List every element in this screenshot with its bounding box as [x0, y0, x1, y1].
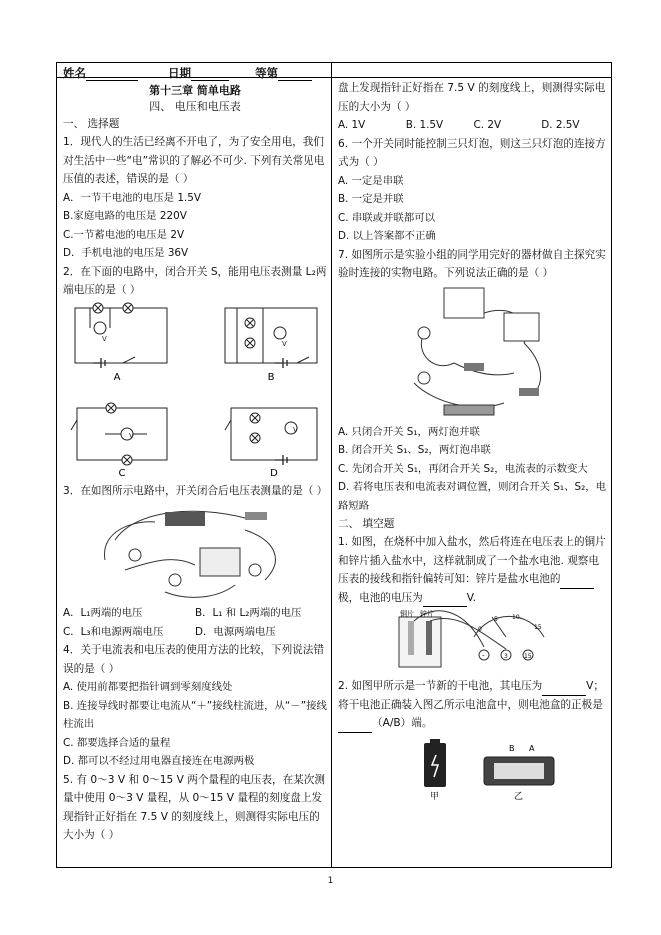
- f1-blank-pole[interactable]: [560, 576, 594, 589]
- f2-blank-voltage[interactable]: [542, 683, 586, 696]
- f2-label-a: A: [528, 743, 534, 753]
- f1-scale-0: 0: [477, 626, 482, 633]
- worksheet: [56, 62, 612, 868]
- date-blank[interactable]: [191, 69, 229, 81]
- q5-stem: 5. 有 0～3 V 和 0～15 V 两个量程的电压表，在某次测量中使用 0～3 V 量程，从 0～15 V 量程的刻度盘上发现指针正好指在 7.5 V 的刻度线上，则测得实际电压的大小为（ ）: [63, 773, 325, 841]
- q3-option-b: B．L₁ 和 L₂两端的电压: [195, 607, 302, 619]
- q1-option-a: A．一节干电池的电压是 1.5V: [63, 191, 201, 204]
- q5-option-d: D. 2.5V: [541, 119, 580, 131]
- f1-text-a: 1. 如图，在烧杯中加入盐水，然后将连在电压表上的铜片和锌片插入盐水中，这样就制成了一个盐水电池. 观察电压表的接线和指针偏转可知：锌片是盐水电池的: [338, 536, 606, 585]
- q7-option-d: D. 若将电压表和电流表对调位置，则闭合开关 S₁、S₂，电路短路: [338, 481, 607, 512]
- q1-option-c: C.一节蓄电池的电压是 2V: [63, 228, 185, 241]
- f1-text: [338, 533, 609, 607]
- svg-text:V: V: [293, 425, 298, 434]
- q5-option-b: B. 1.5V: [405, 119, 444, 131]
- f2-text: [338, 677, 609, 733]
- q5-stem-continued: 盘上发现指针正好指在 7.5 V 的刻度线上，则测得实际电压的大小为（ ）: [338, 82, 606, 113]
- rank-blank[interactable]: [278, 69, 312, 81]
- name-label: 姓名: [63, 66, 86, 80]
- f2-text-b: V；将干电池正确装入图乙所示电池盒中，则电池盒的正极是: [338, 680, 605, 711]
- q1-stem: 1．现代人的生活已经离不开电了，为了安全用电，我们对生活中一些“电”常识的了解必不可少. 下列有关常见电压值的表述，错误的是（ ）: [63, 136, 325, 185]
- q3-option-a: A．L₁两端的电压: [63, 607, 143, 619]
- q2-label-b: B: [267, 371, 275, 383]
- q3-options-row1: [63, 604, 327, 623]
- chapter-title: 第十三章 简单电路: [149, 84, 241, 97]
- f1-scale-10: 10: [511, 614, 520, 621]
- f2-label-b: B: [508, 743, 514, 753]
- q6-stem: 6. 一个开关同时能控制三只灯泡，则这三只灯泡的连接方式为（ ）: [338, 137, 606, 168]
- q7-physical-circuit: [394, 283, 554, 423]
- q5-option-a: A. 1V: [338, 119, 366, 131]
- q3-physical-circuit: [95, 500, 295, 604]
- f1-terminal-neg: -: [481, 652, 485, 660]
- f2-text-a: 2. 如图甲所示是一节新的干电池，其电压为: [338, 680, 543, 692]
- q3-stem: 3．在如图所示电路中，开关闭合后电压表测量的是（ ）: [63, 484, 328, 497]
- f1-blank-voltage[interactable]: [423, 594, 467, 607]
- name-blank[interactable]: [86, 69, 138, 81]
- q3-option-d: D．电源两端电压: [195, 625, 276, 638]
- f1-text-b: 极，电池的电压为: [338, 591, 423, 604]
- q4-option-d: D. 都可以不经过用电器直接连在电源两极: [63, 755, 255, 767]
- svg-text:V: V: [282, 339, 287, 348]
- q2-label-a: A: [113, 371, 121, 383]
- q4-option-c: C. 都要选择合适的量程: [63, 736, 171, 749]
- q1-option-d: D．手机电池的电压是 36V: [63, 247, 189, 259]
- f2-blank-pole[interactable]: [338, 720, 372, 733]
- f2-battery-figure: [384, 733, 564, 803]
- q4-stem: 4．关于电流表和电压表的使用方法的比较，下列说法错误的是（ ）: [63, 644, 324, 675]
- svg-text:V: V: [102, 334, 107, 343]
- q7-option-c: C. 先闭合开关 S₁，再闭合开关 S₂，电流表的示数变大: [338, 462, 588, 475]
- q2-label-d: D: [270, 467, 278, 479]
- q7-stem: 7. 如图所示是实验小组的同学用完好的器材做自主探究实验时连接的实物电路。下列说法正确的是（ ）: [338, 248, 606, 279]
- q6-option-d: D. 以上答案都不正确: [338, 230, 436, 242]
- q6-option-a: A. 一定是串联: [338, 174, 404, 187]
- q4-option-a: A. 使用前都要把指针调到零刻度线处: [63, 681, 233, 693]
- q2-circuit-diagrams: [65, 300, 325, 482]
- q6-option-c: C. 串联或并联都可以: [338, 211, 435, 224]
- part-one-heading: 一、 选择题: [63, 118, 120, 130]
- q5-option-c: C. 2V: [473, 119, 502, 131]
- q2-stem: 2．在下面的电路中，闭合开关 S，能用电压表测量 L₂两端电压的是（ ）: [63, 265, 327, 296]
- q7-option-a: A. 只闭合开关 S₁，两灯泡并联: [338, 425, 480, 438]
- f1-terminal-3: 3: [503, 653, 508, 660]
- f2-text-c: （A/B）端。: [372, 717, 433, 729]
- page-number: 1: [327, 876, 334, 886]
- f1-terminal-15: 15: [523, 653, 532, 660]
- f1-scale-15: 15: [533, 624, 542, 631]
- f2-label-yi: 乙: [513, 791, 523, 802]
- q5-options: [338, 116, 609, 135]
- f1-zinc-label: 锌片: [419, 610, 434, 618]
- right-column: [331, 63, 613, 867]
- f1-copper-label: 铜片: [399, 610, 414, 618]
- q1-option-b: B.家庭电路的电压是 220V: [63, 210, 187, 222]
- f1-salt-battery-figure: [394, 607, 554, 677]
- header-fields: [63, 65, 327, 81]
- q4-option-b: B. 连接导线时都要让电流从“＋”接线柱流进，从“－”接线柱流出: [63, 699, 327, 730]
- q7-option-b: B. 闭合开关 S₁、S₂，两灯泡串联: [338, 444, 491, 456]
- date-label: 日期: [168, 66, 192, 80]
- f2-label-jia: 甲: [429, 791, 439, 802]
- f1-text-c: V.: [466, 591, 476, 604]
- svg-text:V: V: [129, 431, 134, 440]
- rank-label: 等第: [255, 66, 279, 80]
- q6-option-b: B. 一定是并联: [338, 193, 404, 205]
- part-two-heading: 二、 填空题: [338, 518, 395, 530]
- q2-label-c: C: [118, 467, 126, 479]
- f1-scale-5: 5: [493, 616, 498, 623]
- left-column: [57, 63, 331, 867]
- q3-options-row2: [63, 623, 327, 642]
- section-title: 四、 电压和电压表: [149, 100, 241, 113]
- q3-option-c: C．L₃和电源两端电压: [63, 625, 164, 638]
